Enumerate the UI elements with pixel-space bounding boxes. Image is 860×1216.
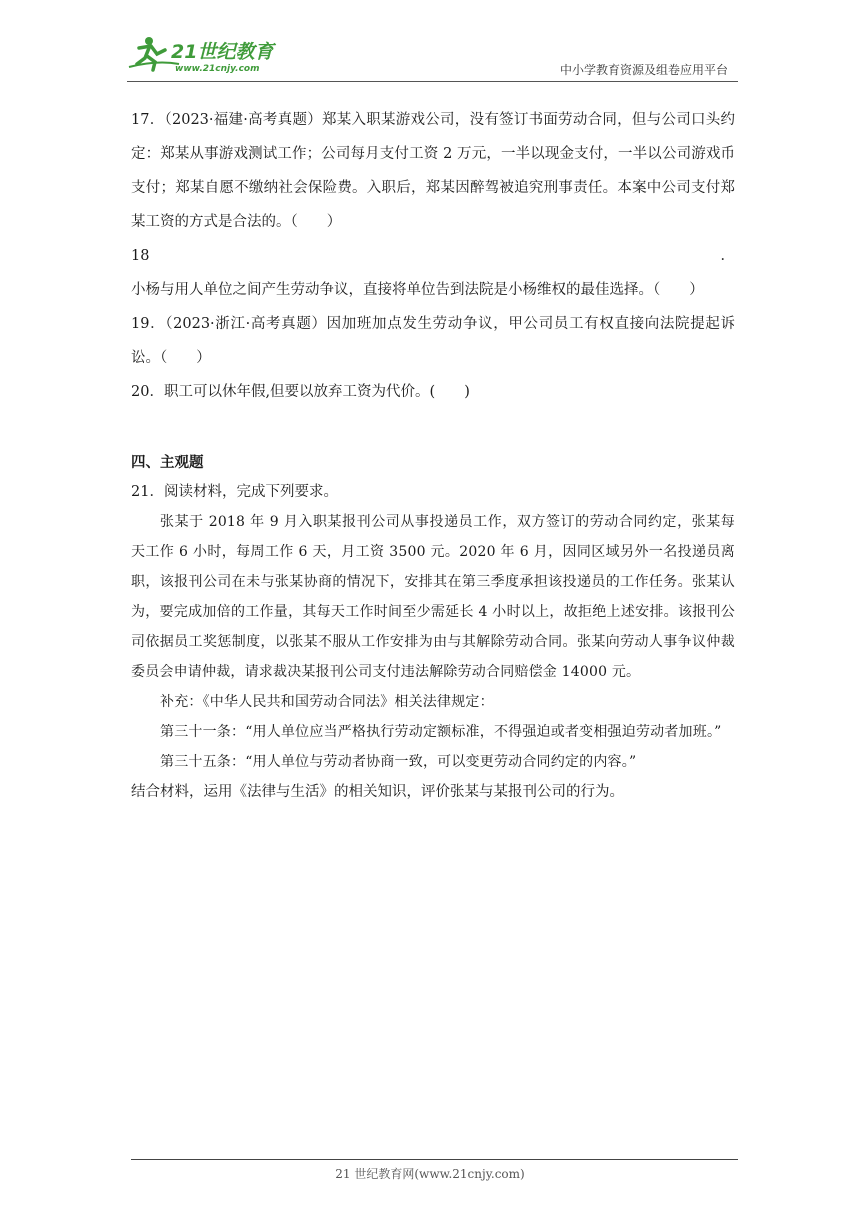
article-31: 第三十一条：“用人单位应当严格执行劳动定额标准，不得强迫或者变相强迫劳动者加班。” — [160, 724, 722, 740]
svg-text:21世纪教育: 21世纪教育 — [171, 41, 274, 63]
question-20: 20．职工可以休年假,但要以放弃工资为代价。( ) — [131, 384, 470, 400]
header-divider — [127, 81, 738, 82]
question-18: 18．小杨与用人单位之间产生劳动争议，直接将单位告到法院是小杨维权的最佳选择。（ ） — [131, 248, 735, 298]
supplement-title: 补充：《中华人民共和国劳动合同法》相关法律规定： — [160, 694, 494, 710]
site-logo — [127, 34, 297, 74]
question-19: 19．（2023·浙江·高考真题）因加班加点发生劳动争议，甲公司员工有权直接向法院提起诉讼。（ ） — [131, 316, 735, 366]
material-paragraph: 张某于 2018 年 9 月入职某报刊公司从事投递员工作，双方签订的劳动合同约定，张某每天工作 6 小时，每周工作 6 天，月工资 3500 元。2020 年 6 月，因同区域另外一名投递员离职，该报刊公司在未与张某协商的情况下，安排其在第三季度承担该投递员的工作任务。张某认为，要完成加倍的工作量，其每天工作时间至少需延长 4 小时以上，故拒绝上述安排。该报刊公司依据员工奖惩制度，以张某不服从工作安排为由与其解除劳动合同。张某向劳动人事争议仲裁委员会申请仲裁，请求裁决某报刊公司支付违法解除劳动合同赔偿金 14000 元。 — [131, 514, 735, 680]
question-21-stem: 21．阅读材料，完成下列要求。 — [131, 484, 338, 500]
article-35: 第三十五条：“用人单位与劳动者协商一致，可以变更劳动合同约定的内容。” — [160, 754, 637, 770]
svg-text:www.21cnjy.com: www.21cnjy.com — [175, 64, 260, 74]
question-21-requirement: 结合材料，运用《法律与生活》的相关知识，评价张某与某报刊公司的行为。 — [131, 784, 624, 800]
section-title: 四、主观题 — [131, 455, 204, 471]
question-17: 17．（2023·福建·高考真题）郑某入职某游戏公司，没有签订书面劳动合同，但与公司口头约定：郑某从事游戏测试工作；公司每月支付工资 2 万元，一半以现金支付，一半以公司游戏币支付；郑某自愿不缴纳社会保险费。入职后，郑某因醉驾被追究刑事责任。本案中公司支付郑某工资的方式是合法的。（ ） — [131, 112, 736, 230]
platform-tagline: 中小学教育资源及组卷应用平台 — [559, 63, 728, 77]
page-header — [127, 30, 738, 82]
footer-divider — [131, 1159, 738, 1160]
page-footer: 21 世纪教育网(www.21cnjy.com) — [335, 1167, 525, 1181]
document-body — [131, 103, 735, 807]
